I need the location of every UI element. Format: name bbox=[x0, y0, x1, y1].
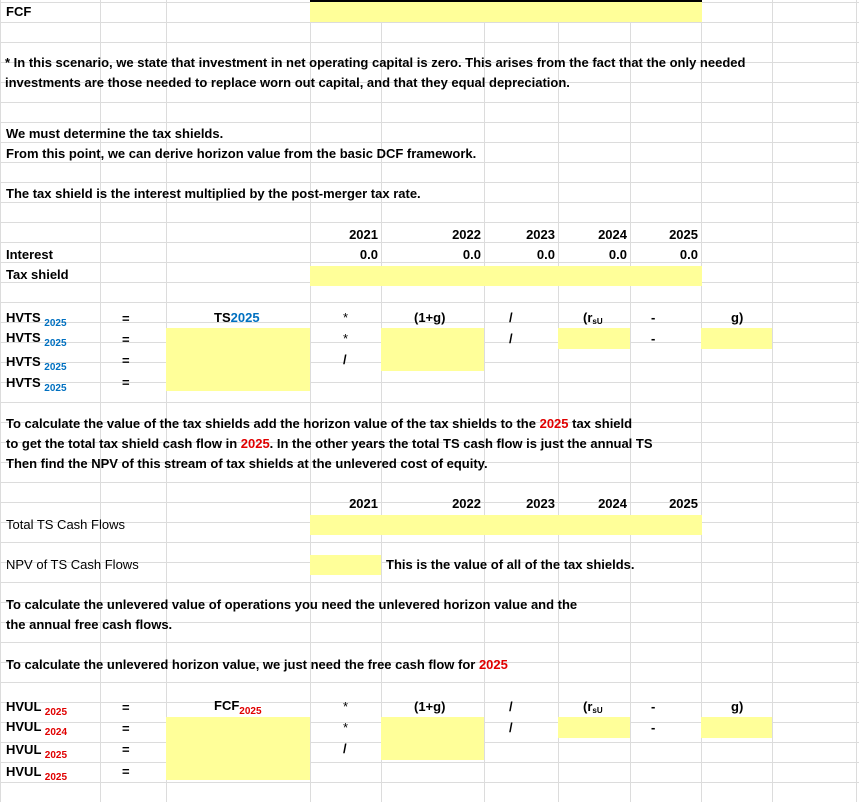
hvts-cell-4[interactable] bbox=[701, 328, 772, 349]
gridline bbox=[0, 782, 859, 783]
gridline bbox=[0, 402, 859, 403]
note-line-2: investments are those needed to replace worn out capital, and that they equal depreciation. bbox=[5, 75, 570, 90]
ts-text-line-3: Then find the NPV of this stream of tax shields at the unlevered cost of equity. bbox=[6, 456, 488, 471]
npv-input-cell[interactable] bbox=[310, 555, 381, 575]
hvul-cell-4[interactable] bbox=[701, 717, 772, 738]
multiply-sign: * bbox=[343, 699, 349, 714]
unlev-line-3: To calculate the unlevered horizon value, we just need the free cash flow for 2025 bbox=[6, 657, 508, 672]
year-header: 2022 bbox=[452, 227, 481, 242]
gridline bbox=[0, 582, 859, 583]
year-header: 2025 bbox=[669, 496, 698, 511]
fcf-2025-ref: $FCF_{2025}$ bbox=[214, 698, 262, 717]
divide-sign: / bbox=[343, 741, 347, 756]
hvul-cell-1[interactable] bbox=[166, 717, 310, 780]
hvts-label: HVTS $_{2025}$ bbox=[6, 310, 67, 329]
equals-sign: = bbox=[122, 764, 130, 779]
interest-value[interactable]: 0.0 bbox=[608, 247, 627, 262]
equals-sign: = bbox=[122, 375, 130, 390]
hvul-cell-2[interactable] bbox=[381, 717, 484, 760]
r-su-open: (rsU bbox=[583, 310, 603, 326]
note-line-1: * In this scenario, we state that investment in net operating capital is zero. This arises from the fact that the only needed bbox=[5, 55, 746, 70]
interest-value[interactable]: 0.0 bbox=[359, 247, 378, 262]
equals-sign: = bbox=[122, 742, 130, 757]
year-header: 2021 bbox=[349, 227, 378, 242]
ts-text-line-1: To calculate the value of the tax shields add the horizon value of the tax shields to the 2025 tax shield bbox=[6, 416, 633, 431]
multiply-sign: * bbox=[343, 310, 349, 325]
total-ts-label: Total TS Cash Flows bbox=[6, 517, 125, 532]
one-plus-g: (1+g) bbox=[414, 699, 446, 714]
divide-sign: / bbox=[509, 699, 513, 714]
gridline bbox=[0, 102, 859, 103]
fcf-label: FCF bbox=[6, 4, 32, 19]
year-header: 2025 bbox=[669, 227, 698, 242]
year-header: 2024 bbox=[598, 496, 627, 511]
hvul-label: HVUL $_{2025}$ bbox=[6, 699, 68, 718]
gridline bbox=[0, 22, 859, 23]
minus-sign: - bbox=[651, 331, 656, 346]
unlev-line-1: To calculate the unlevered value of operations you need the unlevered horizon value and the bbox=[6, 597, 578, 612]
g-close: g) bbox=[731, 699, 744, 714]
npv-label: NPV of TS Cash Flows bbox=[6, 557, 139, 572]
divide-sign: / bbox=[509, 310, 513, 325]
unlev-line-2: the annual free cash flows. bbox=[6, 617, 173, 632]
gridline bbox=[0, 222, 859, 223]
divide-sign: / bbox=[509, 331, 513, 346]
gridline bbox=[0, 642, 859, 643]
tax-shield-label: Tax shield bbox=[6, 267, 69, 282]
equals-sign: = bbox=[122, 700, 130, 715]
fcf-input-cells[interactable] bbox=[310, 2, 702, 22]
gridline bbox=[0, 682, 859, 683]
equals-sign: = bbox=[122, 332, 130, 347]
equals-sign: = bbox=[122, 353, 130, 368]
hvul-label: HVUL $_{2024}$ bbox=[6, 719, 68, 738]
interest-label: Interest bbox=[6, 247, 53, 262]
one-plus-g: (1+g) bbox=[414, 310, 446, 325]
hvts-label: HVTS $_{2025}$ bbox=[6, 375, 67, 394]
tax-shield-input-cells[interactable] bbox=[310, 266, 702, 286]
multiply-sign: * bbox=[343, 331, 349, 346]
interest-value[interactable]: 0.0 bbox=[462, 247, 481, 262]
tax-shields-line-2: From this point, we can derive horizon value from the basic DCF framework. bbox=[6, 146, 477, 161]
tax-shields-line-1: We must determine the tax shields. bbox=[6, 126, 224, 141]
hvts-cell-1[interactable] bbox=[166, 328, 310, 391]
ts-text-line-2: to get the total tax shield cash flow in 2025. In the other years the total TS cash flow is just the annual TS bbox=[6, 436, 653, 451]
gridline bbox=[0, 182, 859, 183]
year-header: 2022 bbox=[452, 496, 481, 511]
total-ts-input-cells[interactable] bbox=[310, 515, 702, 535]
hvts-cell-3[interactable] bbox=[558, 328, 630, 349]
year-header: 2024 bbox=[598, 227, 627, 242]
equals-sign: = bbox=[122, 311, 130, 326]
divide-sign: / bbox=[343, 352, 347, 367]
multiply-sign: * bbox=[343, 720, 349, 735]
r-su-open: (rsU bbox=[583, 699, 603, 715]
hvts-cell-2[interactable] bbox=[381, 328, 484, 371]
minus-sign: - bbox=[651, 310, 656, 325]
gridline bbox=[0, 542, 859, 543]
minus-sign: - bbox=[651, 699, 656, 714]
divide-sign: / bbox=[509, 720, 513, 735]
tax-shields-line-3: The tax shield is the interest multiplied by the post-merger tax rate. bbox=[6, 186, 421, 201]
npv-note: This is the value of all of the tax shields. bbox=[386, 557, 635, 572]
minus-sign: - bbox=[651, 720, 656, 735]
gridline bbox=[0, 482, 859, 483]
year-header: 2023 bbox=[526, 227, 555, 242]
year-header: 2023 bbox=[526, 496, 555, 511]
hvts-label: HVTS $_{2025}$ bbox=[6, 354, 67, 373]
gridline bbox=[0, 42, 859, 43]
hvul-cell-3[interactable] bbox=[558, 717, 630, 738]
interest-value[interactable]: 0.0 bbox=[679, 247, 698, 262]
ts-2025-ref: TS2025 bbox=[214, 310, 260, 325]
gridline bbox=[0, 302, 859, 303]
g-close: g) bbox=[731, 310, 744, 325]
equals-sign: = bbox=[122, 721, 130, 736]
hvul-label: HVUL $_{2025}$ bbox=[6, 764, 68, 783]
gridline bbox=[0, 122, 859, 123]
year-header: 2021 bbox=[349, 496, 378, 511]
hvul-label: HVUL $_{2025}$ bbox=[6, 742, 68, 761]
hvts-label: HVTS $_{2025}$ bbox=[6, 330, 67, 349]
interest-value[interactable]: 0.0 bbox=[536, 247, 555, 262]
